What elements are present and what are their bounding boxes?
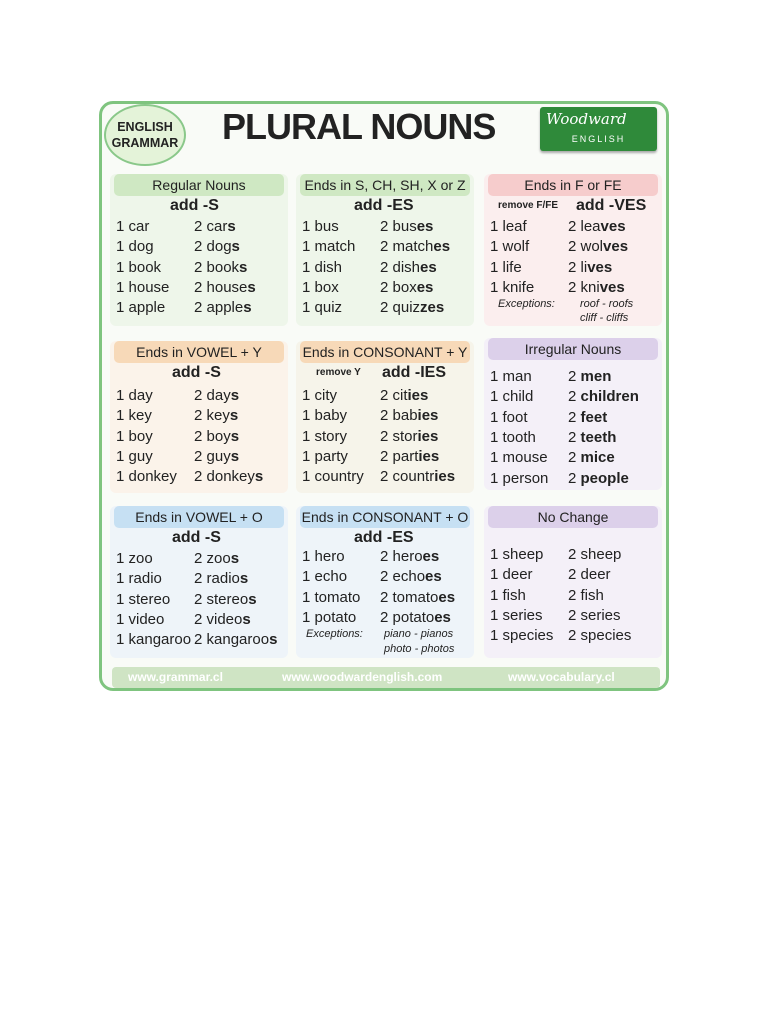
plural-form bbox=[568, 259, 612, 276]
plural-stem: 2 li bbox=[568, 258, 588, 276]
noun-row bbox=[110, 218, 288, 238]
singular-form: 1 bus bbox=[302, 218, 339, 235]
plural-ending: es bbox=[422, 548, 440, 565]
plural-stem: 2 bbox=[568, 469, 581, 487]
plural-ending: s bbox=[254, 468, 264, 486]
plural-form bbox=[568, 429, 616, 446]
plural-stem: 2 series bbox=[568, 606, 621, 624]
plural-stem: 2 countr bbox=[380, 468, 435, 486]
plural-ending: ves bbox=[587, 258, 613, 276]
section-heading: Ends in S, CH, SH, X or Z bbox=[300, 174, 470, 196]
plural-form bbox=[194, 407, 238, 424]
noun-row bbox=[484, 470, 662, 490]
singular-form: 1 story bbox=[302, 427, 348, 445]
singular-form: 1 baby bbox=[302, 407, 348, 425]
noun-row bbox=[110, 550, 288, 570]
section-heading: Ends in CONSONANT + O bbox=[300, 506, 470, 528]
plural-form bbox=[380, 299, 444, 316]
plural-stem: 2 video bbox=[194, 610, 243, 628]
singular-form: 1 foot bbox=[490, 408, 528, 426]
plural-form bbox=[568, 587, 604, 604]
noun-row bbox=[484, 546, 662, 566]
singular-form: 1 man bbox=[490, 368, 532, 385]
exception-item: cliff - cliffs bbox=[580, 312, 629, 324]
section-no-change bbox=[484, 506, 662, 658]
noun-row bbox=[110, 279, 288, 299]
plural-form bbox=[194, 631, 277, 648]
plural-ending: s bbox=[239, 258, 248, 276]
section-irregular-nouns bbox=[484, 338, 662, 490]
exceptions-label: Exceptions: bbox=[498, 298, 555, 310]
noun-row bbox=[296, 609, 474, 629]
noun-row bbox=[484, 607, 662, 627]
singular-form: 1 match bbox=[302, 238, 356, 256]
plural-form bbox=[568, 607, 621, 624]
singular-form: 1 donkey bbox=[116, 468, 177, 486]
noun-row bbox=[484, 409, 662, 429]
plural-form bbox=[194, 238, 240, 255]
noun-row bbox=[484, 259, 662, 279]
singular-form: 1 wolf bbox=[490, 238, 530, 256]
plural-form bbox=[380, 238, 450, 255]
singular-form: 1 country bbox=[302, 468, 364, 486]
plural-form bbox=[380, 428, 438, 445]
plural-stem: 2 bbox=[568, 449, 581, 467]
singular-form: 1 tomato bbox=[302, 588, 361, 606]
plural-ending: es bbox=[433, 238, 451, 256]
plural-form bbox=[568, 449, 615, 466]
plural-form bbox=[380, 279, 433, 296]
plural-form bbox=[568, 279, 625, 296]
singular-form: 1 box bbox=[302, 278, 339, 296]
singular-form: 1 echo bbox=[302, 568, 348, 586]
singular-form: 1 species bbox=[490, 627, 554, 645]
noun-row bbox=[484, 218, 662, 238]
footer-link-vocabulary[interactable]: www.vocabulary.cl bbox=[508, 670, 615, 684]
footer-link-grammar[interactable]: www.grammar.cl bbox=[128, 670, 223, 684]
singular-form: 1 knife bbox=[490, 278, 535, 296]
singular-form: 1 tooth bbox=[490, 428, 536, 446]
singular-form: 1 deer bbox=[490, 566, 533, 584]
plural-stem: 2 bbox=[568, 368, 581, 385]
plural-ending: s bbox=[227, 218, 236, 235]
plural-stem: 2 bab bbox=[380, 407, 418, 425]
plural-ending: es bbox=[434, 608, 451, 626]
noun-row bbox=[110, 428, 288, 448]
plural-stem: 2 bus bbox=[380, 218, 417, 235]
singular-form: 1 leaf bbox=[490, 218, 527, 235]
noun-row bbox=[484, 566, 662, 586]
plural-ending: s bbox=[239, 570, 249, 588]
plural-ending: ies bbox=[418, 447, 440, 465]
plural-ending: es bbox=[425, 568, 442, 586]
plural-form bbox=[194, 611, 251, 628]
plural-form bbox=[194, 468, 263, 485]
plural-stem: 2 car bbox=[194, 218, 228, 235]
section-heading: No Change bbox=[488, 506, 658, 528]
singular-form: 1 child bbox=[490, 388, 534, 406]
singular-form: 1 sheep bbox=[490, 546, 544, 563]
plural-form bbox=[194, 570, 248, 587]
singular-form: 1 video bbox=[116, 610, 165, 628]
plural-stem: 2 boy bbox=[194, 427, 231, 445]
plural-form bbox=[194, 448, 239, 465]
plural-stem: 2 apple bbox=[194, 299, 244, 317]
plural-form bbox=[568, 627, 631, 644]
plural-stem: 2 species bbox=[568, 627, 632, 645]
section-heading: Ends in VOWEL + O bbox=[114, 506, 284, 528]
singular-form: 1 day bbox=[116, 387, 153, 404]
noun-row bbox=[296, 299, 474, 319]
noun-row bbox=[296, 428, 474, 448]
section-rule: add -ES bbox=[354, 529, 414, 546]
plural-stem: 2 echo bbox=[380, 568, 426, 586]
plural-form bbox=[194, 279, 256, 296]
noun-row bbox=[296, 468, 474, 488]
plural-stem: 2 zoo bbox=[194, 550, 231, 567]
plural-stem: 2 bbox=[568, 388, 581, 406]
noun-row bbox=[296, 259, 474, 279]
plural-form bbox=[568, 566, 611, 583]
section-ends-f-fe bbox=[484, 174, 662, 326]
plural-ending: s bbox=[248, 590, 257, 608]
logo-sub: ENGLISH bbox=[571, 134, 626, 144]
section-regular-nouns bbox=[110, 174, 288, 326]
plural-stem: 2 box bbox=[380, 278, 417, 296]
footer-bar bbox=[112, 667, 660, 688]
plural-stem: 2 dish bbox=[380, 258, 421, 276]
noun-row bbox=[296, 589, 474, 609]
plural-form bbox=[380, 387, 428, 404]
footer-link-woodward[interactable]: www.woodwardenglish.com bbox=[282, 670, 443, 684]
plural-stem: 2 match bbox=[380, 238, 434, 256]
plural-form bbox=[380, 548, 439, 565]
plural-stem: 2 bbox=[568, 408, 581, 426]
plural-ending: s bbox=[242, 610, 251, 628]
noun-row bbox=[110, 591, 288, 611]
plural-ending: ies bbox=[417, 427, 439, 445]
noun-row bbox=[110, 468, 288, 488]
noun-row bbox=[110, 259, 288, 279]
plural-stem: 2 lea bbox=[568, 218, 601, 235]
plural-stem: 2 part bbox=[380, 447, 419, 465]
plural-form bbox=[380, 468, 455, 485]
singular-form: 1 quiz bbox=[302, 299, 343, 317]
singular-form: 1 life bbox=[490, 258, 522, 276]
noun-row bbox=[110, 238, 288, 258]
plural-ending: s bbox=[247, 278, 256, 296]
noun-row bbox=[110, 387, 288, 407]
plural-ending: children bbox=[580, 388, 639, 406]
badge-line2: GRAMMAR bbox=[111, 136, 179, 150]
plural-ending: es bbox=[420, 258, 437, 276]
section-rule: add -S bbox=[172, 364, 221, 381]
plural-form bbox=[194, 299, 252, 316]
noun-row bbox=[110, 407, 288, 427]
noun-row bbox=[484, 587, 662, 607]
section-heading: Irregular Nouns bbox=[488, 338, 658, 360]
singular-form: 1 book bbox=[116, 258, 162, 276]
singular-form: 1 kangaroo bbox=[116, 631, 192, 649]
noun-row bbox=[296, 568, 474, 588]
plural-ending: ies bbox=[407, 387, 429, 404]
plural-ending: s bbox=[231, 238, 240, 256]
singular-form: 1 dog bbox=[116, 238, 154, 256]
singular-form: 1 key bbox=[116, 407, 152, 425]
plural-ending: ies bbox=[434, 468, 456, 486]
noun-row bbox=[296, 218, 474, 238]
plural-ending: ves bbox=[599, 278, 625, 296]
plural-stem: 2 wol bbox=[568, 238, 604, 256]
plural-stem: 2 book bbox=[194, 258, 240, 276]
noun-row bbox=[110, 631, 288, 651]
noun-row bbox=[484, 388, 662, 408]
singular-form: 1 city bbox=[302, 387, 338, 404]
singular-form: 1 radio bbox=[116, 570, 162, 588]
woodward-logo bbox=[540, 107, 657, 151]
singular-form: 1 mouse bbox=[490, 449, 548, 467]
plural-form bbox=[194, 591, 257, 608]
plural-ending: mice bbox=[580, 449, 615, 467]
section-heading: Ends in VOWEL + Y bbox=[114, 341, 284, 363]
section-ends-consonant-y bbox=[296, 341, 474, 493]
plural-stem: 2 cit bbox=[380, 387, 408, 404]
plural-ending: teeth bbox=[580, 428, 617, 446]
singular-form: 1 party bbox=[302, 447, 348, 465]
plural-form bbox=[380, 589, 455, 606]
plural-stem: 2 house bbox=[194, 278, 248, 296]
plural-form bbox=[380, 568, 442, 585]
plural-form bbox=[194, 387, 239, 404]
plural-form bbox=[568, 470, 629, 487]
singular-form: 1 zoo bbox=[116, 550, 153, 567]
plural-form bbox=[380, 407, 438, 424]
plural-form bbox=[380, 448, 439, 465]
plural-form bbox=[380, 218, 433, 235]
plural-stem: 2 hero bbox=[380, 548, 423, 565]
exceptions-label: Exceptions: bbox=[306, 628, 363, 640]
section-note: remove F/FE bbox=[498, 200, 559, 211]
plural-stem: 2 radio bbox=[194, 570, 240, 588]
singular-form: 1 potato bbox=[302, 608, 357, 626]
section-rule: add -ES bbox=[354, 197, 414, 214]
noun-row bbox=[296, 448, 474, 468]
section-heading: Regular Nouns bbox=[114, 174, 284, 196]
exception-item: piano - pianos bbox=[384, 628, 454, 640]
singular-form: 1 dish bbox=[302, 258, 343, 276]
plural-form bbox=[568, 409, 607, 426]
section-ends-vowel-o bbox=[110, 506, 288, 658]
noun-row bbox=[296, 279, 474, 299]
section-rule: add -VES bbox=[576, 197, 647, 214]
plural-stem: 2 guy bbox=[194, 447, 231, 465]
noun-row bbox=[296, 238, 474, 258]
plural-ending: zes bbox=[420, 299, 445, 317]
plural-ending: s bbox=[229, 407, 239, 425]
plural-ending: ves bbox=[603, 238, 629, 256]
section-rule: add -S bbox=[172, 529, 221, 546]
plural-stem: 2 dog bbox=[194, 238, 232, 256]
plural-form bbox=[380, 609, 451, 626]
noun-row bbox=[296, 387, 474, 407]
plural-form bbox=[194, 550, 239, 567]
page-title: PLURAL NOUNS bbox=[222, 106, 496, 147]
plural-stem: 2 tomato bbox=[380, 588, 439, 606]
plural-form bbox=[568, 238, 628, 255]
plural-ending: es bbox=[416, 278, 434, 296]
plural-form bbox=[568, 368, 611, 385]
section-ends-vowel-y bbox=[110, 341, 288, 493]
noun-row bbox=[484, 429, 662, 449]
singular-form: 1 stereo bbox=[116, 590, 171, 608]
singular-form: 1 car bbox=[116, 218, 150, 235]
plural-stem: 2 key bbox=[194, 407, 230, 425]
plural-ending: people bbox=[580, 469, 629, 487]
singular-form: 1 house bbox=[116, 278, 170, 296]
plural-stem: 2 sheep bbox=[568, 546, 622, 563]
plural-ending: men bbox=[580, 368, 612, 385]
logo-brand: Woodward bbox=[546, 110, 627, 128]
plural-stem: 2 deer bbox=[568, 566, 611, 584]
noun-row bbox=[296, 407, 474, 427]
plural-form bbox=[568, 388, 639, 405]
noun-row bbox=[110, 611, 288, 631]
noun-row bbox=[484, 368, 662, 388]
noun-row bbox=[110, 448, 288, 468]
noun-row bbox=[484, 449, 662, 469]
plural-ending: feet bbox=[580, 408, 608, 426]
plural-stem: 2 stor bbox=[380, 427, 418, 445]
plural-stem: 2 stereo bbox=[194, 590, 249, 608]
plural-ending: ies bbox=[417, 407, 439, 425]
plural-ending: es bbox=[438, 588, 456, 606]
plural-ending: s bbox=[230, 427, 240, 445]
exception-item: photo - photos bbox=[384, 643, 455, 655]
plural-stem: 2 fish bbox=[568, 586, 604, 604]
noun-row bbox=[110, 299, 288, 319]
section-ends-s-ch-sh-x-z bbox=[296, 174, 474, 326]
english-grammar-badge bbox=[104, 104, 186, 166]
plural-form bbox=[380, 259, 437, 276]
singular-form: 1 apple bbox=[116, 299, 166, 317]
singular-form: 1 person bbox=[490, 469, 549, 487]
plural-ending: es bbox=[416, 218, 434, 235]
plural-form bbox=[194, 428, 239, 445]
plural-stem: 2 bbox=[568, 428, 581, 446]
singular-form: 1 boy bbox=[116, 427, 153, 445]
plural-stem: 2 day bbox=[194, 387, 231, 404]
singular-form: 1 series bbox=[490, 606, 543, 624]
plural-ending: s bbox=[243, 299, 252, 317]
section-note: remove Y bbox=[316, 367, 361, 378]
section-rule: add -S bbox=[170, 197, 219, 214]
plural-stem: 2 potato bbox=[380, 608, 435, 626]
plural-ending: s bbox=[230, 550, 240, 567]
plural-stem: 2 quiz bbox=[380, 299, 421, 317]
plural-form bbox=[194, 218, 236, 235]
plural-stem: 2 kangaroo bbox=[194, 631, 270, 649]
section-heading: Ends in CONSONANT + Y bbox=[300, 341, 470, 363]
noun-row bbox=[484, 627, 662, 647]
plural-ending: s bbox=[230, 387, 240, 404]
singular-form: 1 fish bbox=[490, 586, 526, 604]
section-ends-consonant-o bbox=[296, 506, 474, 658]
section-rule: add -IES bbox=[382, 364, 447, 381]
plural-form bbox=[568, 218, 626, 235]
noun-row bbox=[110, 570, 288, 590]
plural-form bbox=[194, 259, 247, 276]
singular-form: 1 hero bbox=[302, 548, 345, 565]
singular-form: 1 guy bbox=[116, 447, 153, 465]
plural-stem: 2 donkey bbox=[194, 468, 255, 486]
noun-row bbox=[484, 279, 662, 299]
badge-line1: ENGLISH bbox=[117, 120, 173, 134]
plural-ending: s bbox=[230, 447, 240, 465]
section-heading: Ends in F or FE bbox=[488, 174, 658, 196]
plural-ending: ves bbox=[600, 218, 626, 235]
plural-ending: s bbox=[269, 631, 278, 649]
noun-row bbox=[484, 238, 662, 258]
plural-stem: 2 kni bbox=[568, 278, 600, 296]
plural-form bbox=[568, 546, 621, 563]
noun-row bbox=[296, 548, 474, 568]
exception-item: roof - roofs bbox=[580, 298, 634, 310]
